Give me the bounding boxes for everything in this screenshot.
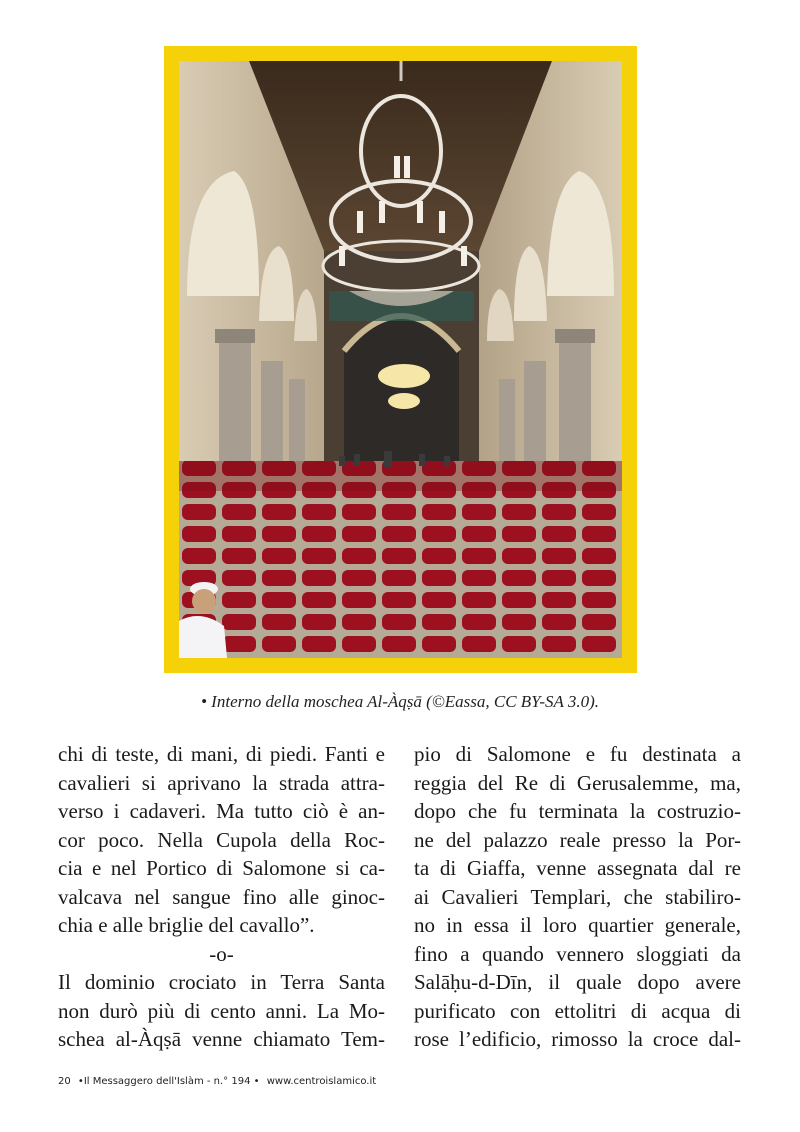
body-line: Il dominio crociato in Terra Santa (58, 970, 385, 994)
body-line: cavalieri si aprivano la strada attra- (58, 770, 385, 795)
body-line: rose l’edificio, rimosso la croce dal- (414, 1027, 741, 1051)
photo-frame (164, 46, 637, 673)
page-footer (58, 1076, 380, 1087)
figure-caption: • Interno della moschea Al-Àqṣā (©Eassa, CC BY-SA 3.0). (200, 692, 600, 711)
body-line: ne del palazzo reale presso la Por- (414, 827, 741, 852)
mosque-interior-illustration (179, 61, 622, 658)
section-separator: -o- (209, 941, 234, 966)
body-line: cia e nel Portico di Salomone si ca- (58, 856, 385, 880)
website-link[interactable]: www.centroislamico.it (266, 1076, 377, 1087)
body-line: non durò più di cento anni. La Mo- (58, 998, 385, 1023)
publication-name: •Il Messaggero dell'Islàm - n.° 194 • (77, 1076, 260, 1087)
body-line: cor poco. Nella Cupola della Roc- (58, 827, 385, 852)
body-line: valcava nel sangue fino alle ginoc- (58, 884, 385, 909)
body-line: pio di Salomone e fu destinata a (414, 742, 741, 766)
page-number: 20 (58, 1076, 71, 1087)
body-line: fino a quando vennero sloggiati da (414, 941, 741, 966)
text-column-left (58, 740, 385, 1054)
body-line: Salāḥu-d-Dīn, il quale dopo avere (414, 970, 741, 994)
mosque-interior-photo (179, 61, 622, 658)
body-line: chi di teste, di mani, di piedi. Fanti e (58, 742, 385, 766)
body-line: dopo che fu terminata la costruzio- (414, 799, 741, 823)
body-line: chia e alle briglie del cavallo”. (58, 913, 315, 937)
body-line: verso i cadaveri. Ma tutto ciò è an- (58, 799, 385, 823)
body-line: reggia del Re di Gerusalemme, ma, (414, 770, 741, 795)
body-line: ai Cavalieri Templari, che stabiliro- (414, 884, 741, 909)
body-line: purificato con ettolitri di acqua di (414, 998, 741, 1023)
body-line: ta di Giaffa, venne assegnata dal re (414, 856, 741, 880)
text-column-right (414, 740, 741, 1054)
body-line: schea al-Àqṣā venne chiamato Tem- (58, 1027, 385, 1051)
body-line: no in essa il loro quartier generale, (414, 913, 741, 937)
